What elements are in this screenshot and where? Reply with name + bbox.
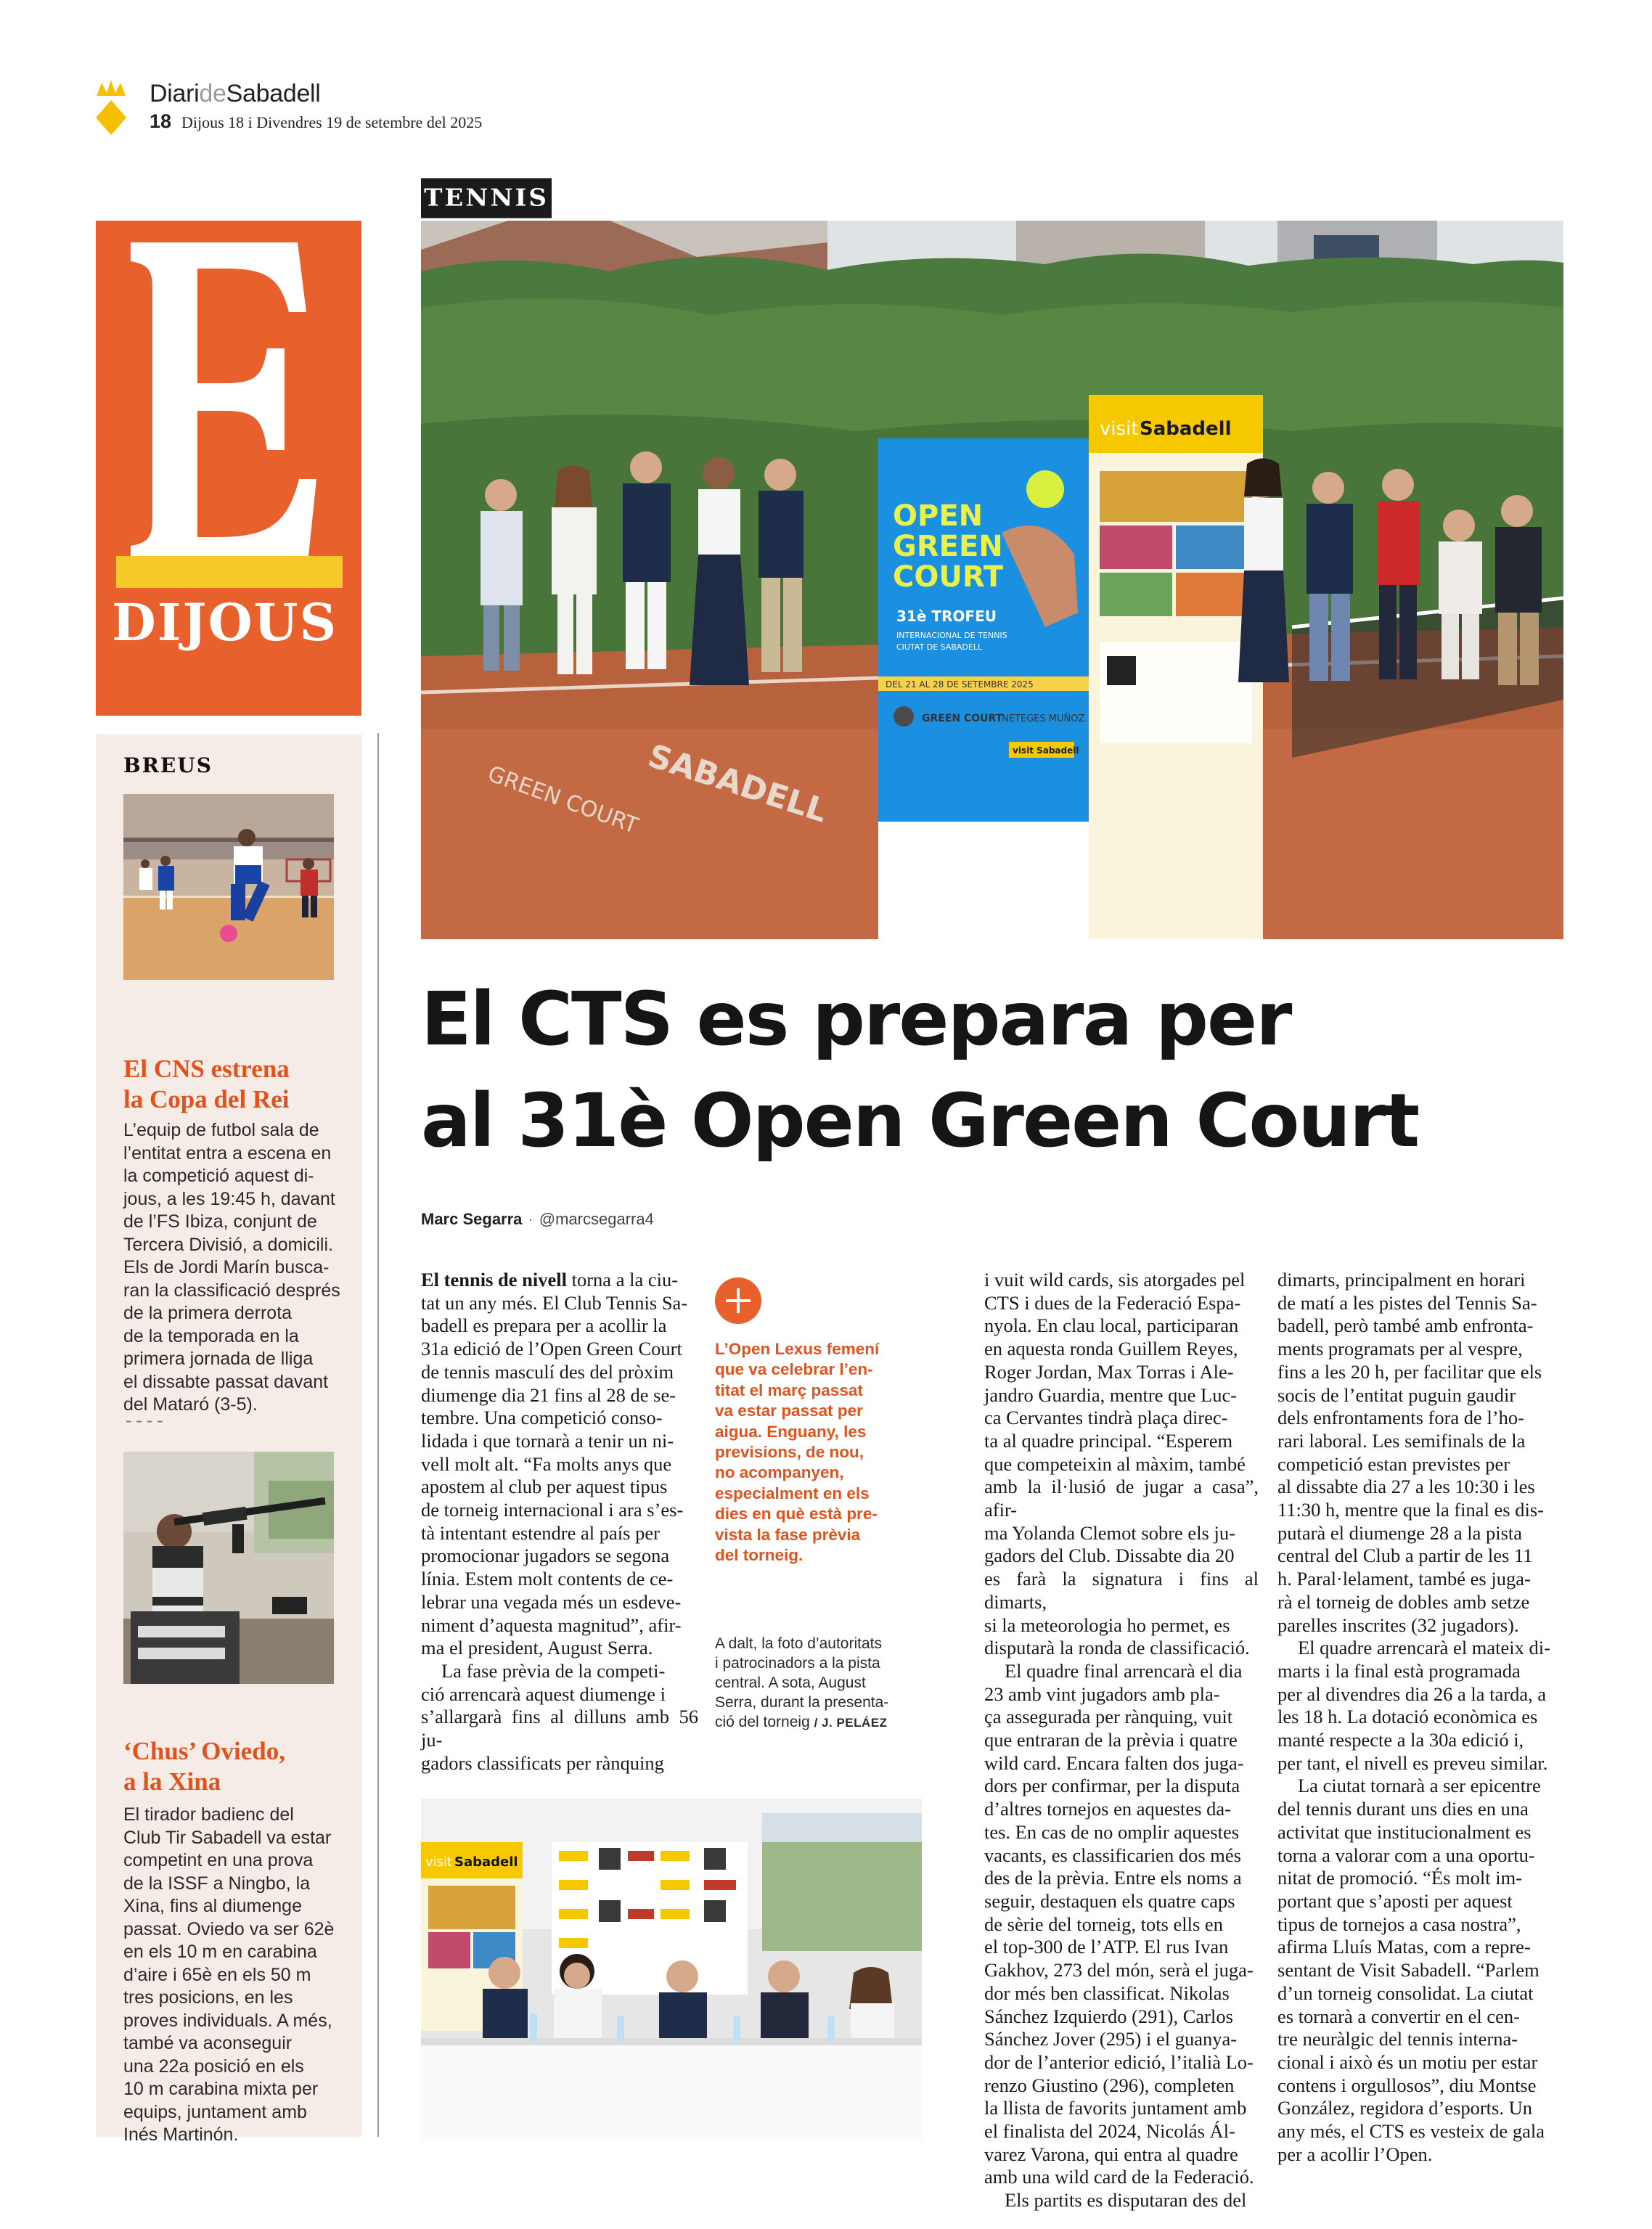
col3-line: que entraran de la prèvia i quatre xyxy=(984,1729,1238,1751)
article-lead: El tennis de nivell xyxy=(421,1269,567,1291)
photo-credit: / J. PELÁEZ xyxy=(814,1716,888,1730)
press-conference-photo[interactable] xyxy=(421,1799,922,2140)
court-text-green-court: GREEN COURT xyxy=(484,761,642,839)
banner-trophy: 31è TROFEU xyxy=(896,608,997,625)
masthead-name-sabadell: Sabadell xyxy=(226,80,321,107)
col3-line: El quadre final arrencarà el dia xyxy=(1005,1659,1243,1682)
col4-line: dels enfrontaments fora de l’ho- xyxy=(1277,1407,1524,1429)
col3-line: jandro Guardia, mentre que Luc- xyxy=(984,1383,1238,1406)
col4-line: socis de l’entitat puguin gaudir xyxy=(1277,1383,1516,1406)
visit-banner-brand-part2: Sabadell xyxy=(1140,418,1232,440)
breus-item-1-line: la competició aquest di- xyxy=(123,1166,314,1186)
col1-para1 xyxy=(421,1269,698,1660)
col3-line: ça assegurada per rànquing, vuit xyxy=(984,1706,1233,1728)
caption-last-line xyxy=(715,1712,922,1733)
col3-line: Roger Jordan, Max Torras i Ale- xyxy=(984,1360,1234,1383)
col3-line: amb una wild card de la Federació. xyxy=(984,2166,1254,2188)
col1-line: badell es prepara per a acollir la xyxy=(421,1314,667,1337)
breus-item-2-line: Xina, fins al diumenge xyxy=(123,1896,302,1916)
col4-line: La ciutat tornarà a ser epicentre xyxy=(1298,1775,1541,1797)
col3-line: ma Yolanda Clemot sobre els ju- xyxy=(984,1521,1235,1544)
banner-title-line2: GREEN xyxy=(893,530,1003,563)
court-text-sabadell: SABADELL xyxy=(643,737,832,830)
caption-line: central. A sota, August xyxy=(715,1674,866,1691)
breus-item-1-line: l’entitat entra a escena en xyxy=(123,1142,332,1163)
col1-line: de torneig internacional i ara s’es- xyxy=(421,1499,684,1521)
breus-item-2-line: una 22a posició en els xyxy=(123,2056,304,2077)
breus-item-2-line: tres posicions, en les xyxy=(123,1987,293,2008)
breus-item-2-line: Club Tir Sabadell va estar xyxy=(123,1827,332,1848)
col3-line: la llista de favorits juntament amb xyxy=(984,2097,1247,2119)
breus-item-2-line: 10 m carabina mixta per xyxy=(123,2079,319,2099)
breus-item-1-line: de la primera derrota xyxy=(123,1303,293,1323)
col4-line: El quadre arrencarà el mateix di- xyxy=(1298,1637,1550,1659)
breus-item-1-line: L’equip de futbol sala de xyxy=(123,1120,319,1140)
col3-line: i vuit wild cards, sis atorgades pel xyxy=(984,1269,1246,1291)
col3-line: dor de l’anterior edició, l’italià Lo- xyxy=(984,2050,1254,2073)
col3-line: ta al quadre principal. “Esperem xyxy=(984,1429,1233,1452)
col1-line: vell molt alt. “Fa molts anys que xyxy=(421,1452,672,1475)
article-headline xyxy=(421,969,1582,1172)
breus-item-1-line: primera jornada de lliga xyxy=(123,1349,314,1369)
col1-line: lidada i que tornarà a tenir un ni- xyxy=(421,1429,674,1452)
col1-line: promocionar jugadors se segona xyxy=(421,1545,670,1567)
section-tag: TENNIS xyxy=(421,178,552,218)
col3-line: d’altres tornejos en aquestes da- xyxy=(984,1798,1231,1820)
col3-line: en aquesta ronda Guillem Reyes, xyxy=(984,1338,1238,1360)
breus-item-2-line: equips, juntament amb xyxy=(123,2101,307,2122)
col1-line: ma el president, August Serra. xyxy=(421,1637,653,1659)
breus-column xyxy=(96,735,361,2145)
col4-line: rari laboral. Les semifinals de la xyxy=(1277,1429,1526,1452)
caption-line: ció del torneig xyxy=(715,1714,810,1730)
col1-line: tembre. Una competició conso- xyxy=(421,1407,663,1429)
col3-line: 23 amb vint jugadors amb pla- xyxy=(984,1682,1220,1705)
breus-item-2-headline xyxy=(123,1736,341,1797)
col4-line: dimarts, principalment en horari xyxy=(1277,1269,1526,1291)
col1-line: niment d’aquesta magnitud”, afir- xyxy=(421,1614,682,1636)
column-divider xyxy=(377,733,379,2137)
breus-item-1-headline-line1: El CNS estrena xyxy=(123,1055,290,1083)
breus-item-1-headline-line2: la Copa del Rei xyxy=(123,1085,290,1113)
banner-subtitle: INTERNACIONAL DE TENNIS xyxy=(896,631,1007,640)
article-column-4 xyxy=(1277,1269,1553,2166)
pull-quote-line: va estar passat per xyxy=(715,1402,863,1420)
col4-line: 11:30 h, mentre que la final es dis- xyxy=(1277,1499,1544,1521)
breus-item-2-body xyxy=(123,1804,341,2147)
col4-line: fins a les 20 h, per facilitar que els xyxy=(1277,1360,1542,1383)
col1-line: tat un any més. El Club Tennis Sa- xyxy=(421,1291,688,1314)
col4-line: per tant, el nivell es preveu similar. xyxy=(1277,1751,1548,1774)
diari-crown-logo-icon xyxy=(94,78,128,136)
open-green-court-banner xyxy=(878,438,1090,939)
breus-item-2-line: proves individuals. A més, xyxy=(123,2010,332,2031)
col4-line: rà el torneig de dobles amb setze xyxy=(1277,1590,1530,1613)
col3-line: nyola. En clau local, participaran xyxy=(984,1314,1239,1337)
col1-line: tà intentant estendre al país per xyxy=(421,1521,660,1544)
day-block-yellow-bar xyxy=(116,556,343,588)
col1-line: s’allargarà fins al dilluns amb 56 ju- xyxy=(421,1706,698,1751)
col3-line: el top-300 de l’ATP. El rus Ivan xyxy=(984,1936,1229,1958)
issue-date: Dijous 18 i Divendres 19 de setembre del 2025 xyxy=(181,113,483,131)
col3-line: wild card. Encara falten dos juga- xyxy=(984,1751,1244,1774)
col4-line: marts i la final està programada xyxy=(1277,1659,1521,1682)
breus-item-1-headline xyxy=(123,1054,341,1115)
col4-line: González, regidora d’esports. Un xyxy=(1277,2097,1532,2119)
col4-line: de matí a les pistes del Tennis Sa- xyxy=(1277,1291,1537,1314)
shooter-photo xyxy=(123,1452,334,1684)
col4-line: any més, el CTS es vesteix de gala xyxy=(1277,2120,1545,2143)
pull-quote-line: previsions, de nou, xyxy=(715,1443,864,1462)
breus-item-1-line: de la temporada en la xyxy=(123,1325,299,1346)
col4-line: les 18 h. La dotació econòmica es xyxy=(1277,1706,1538,1728)
col4-line: es tornarà a convertir en el cen- xyxy=(1277,2005,1521,2027)
col1-line: torna a la ciu- xyxy=(567,1269,679,1291)
col3-line: el finalista del 2024, Nicolás Ál- xyxy=(984,2120,1235,2143)
banner-title-line3: COURT xyxy=(893,560,1004,594)
breus-item-2-headline-line1: ‘Chus’ Oviedo, xyxy=(123,1737,285,1765)
col1-line: lebrar una vegada més un esdeve- xyxy=(421,1590,682,1613)
col4-line: cional i això és un motiu per estar xyxy=(1277,2050,1538,2073)
banner-sponsor-green-court: GREEN COURT xyxy=(922,713,1003,724)
pull-quote-line: que va celebrar l’en- xyxy=(715,1360,873,1379)
col3-line: seguir, destaquen els quatre caps xyxy=(984,1889,1235,1912)
breus-item-1-body xyxy=(123,1119,341,1417)
banner-sponsor-visit: visit Sabadell xyxy=(1013,745,1079,756)
col4-line: tre neuràlgic del tennis interna- xyxy=(1277,2028,1518,2050)
headline-line1: El CTS es prepara per xyxy=(421,976,1291,1063)
col3-line: de sèrie del torneig, tots ells en xyxy=(984,1913,1223,1935)
author-handle[interactable]: @marcsegarra4 xyxy=(539,1210,654,1228)
col3-line: gadors del Club. Dissabte dia 20 xyxy=(984,1545,1235,1567)
col4-line: putarà el diumenge 28 a la pista xyxy=(1277,1521,1523,1544)
breus-item-1-line: de l’FS Ibiza, conjunt de xyxy=(123,1211,317,1232)
col3-line: Gakhov, 273 del món, serà el juga- xyxy=(984,1959,1254,1981)
col4-line: central del Club a partir de les 11 xyxy=(1277,1545,1533,1567)
col3-line: tes. En cas de no omplir aquestes xyxy=(984,1820,1240,1843)
article-column-3 xyxy=(984,1269,1259,2212)
col1-line: apostem al club per aquest tipus xyxy=(421,1476,668,1498)
col3-line: renzo Giustino (296), completen xyxy=(984,2074,1235,2096)
pull-quote-line: vista la fase prèvia xyxy=(715,1525,861,1544)
col4-line: sentant de Visit Sabadell. “Parlem xyxy=(1277,1959,1539,1981)
author-name: Marc Segarra xyxy=(421,1210,523,1228)
col4-line: d’un torneig consolidat. La ciutat xyxy=(1277,1981,1534,2004)
pull-quote-line: especialment en els xyxy=(715,1484,870,1502)
col4-line: badell, però també amb enfronta- xyxy=(1277,1314,1534,1337)
breus-item-1-line: del Mataró (3-5). xyxy=(123,1394,258,1415)
col1-line: 31a edició de l’Open Green Court xyxy=(421,1338,682,1360)
pull-quote-line: del torneig. xyxy=(715,1546,803,1565)
day-block xyxy=(96,221,361,716)
visit-sabadell-banner xyxy=(1089,395,1263,939)
day-label: DIJOUS xyxy=(112,592,338,653)
page-number: 18 xyxy=(150,110,172,132)
col3-line: CTS i dues de la Federació Espa- xyxy=(984,1291,1241,1314)
caption-line: A dalt, la foto d’autoritats xyxy=(715,1635,882,1652)
futsal-photo xyxy=(123,794,334,980)
breus-title: BREUS xyxy=(123,753,213,777)
breus-item-2-line: El tirador badienc del xyxy=(123,1804,294,1825)
col3-line: vacants, es classificarien dos més xyxy=(984,1844,1241,1866)
pull-quote-line: titat el març passat xyxy=(715,1381,863,1399)
col3-line: que competeixin al màxim, també xyxy=(984,1452,1246,1475)
col4-line: competició estan previstes per xyxy=(1277,1452,1510,1475)
breus-item-1-line: Tercera Divisió, a domicili. xyxy=(123,1234,333,1255)
breus-item-1-line: jous, a les 19:45 h, davant xyxy=(123,1188,335,1209)
pull-quote xyxy=(715,1339,915,1566)
breus-item-1-line: ran la classificació després xyxy=(123,1280,340,1301)
headline-line2: al 31è Open Green Court xyxy=(421,1078,1419,1164)
col3-line: amb la il·lusió de jugar a casa”, afir- xyxy=(984,1476,1259,1521)
pull-quote-line: aigua. Enguany, les xyxy=(715,1422,867,1441)
col4-line: del tennis durant uns dies en una xyxy=(1277,1798,1529,1820)
col3-line: des de la prèvia. Entre els noms a xyxy=(984,1867,1242,1889)
col4-line: torna a valorar com a una oportu- xyxy=(1277,1844,1535,1866)
col4-line: contens i orgullosos”, diu Montse xyxy=(1277,2074,1537,2096)
col1-line: gadors classificats per rànquing xyxy=(421,1751,664,1774)
col1-line: de tennis masculí des del pròxim xyxy=(421,1360,674,1383)
col3-line: Sánchez Izquierdo (291), Carlos xyxy=(984,2005,1233,2027)
banner-subtitle2: CIUTAT DE SABADELL xyxy=(896,642,983,652)
col4-line: nitat de promoció. “És molt im- xyxy=(1277,1867,1523,1889)
main-photo[interactable] xyxy=(421,221,1563,939)
col3-line: Sánchez Jover (295) i el guanya- xyxy=(984,2028,1238,2050)
breus-item-2-line: competint en una prova xyxy=(123,1850,314,1870)
col3-line: dor més ben classificat. Nikolas xyxy=(984,1981,1230,2004)
col4-line: al dissabte dia 27 a les 10:30 i les xyxy=(1277,1476,1535,1498)
col4-line: portant que s’aposti per aquest xyxy=(1277,1889,1513,1912)
caption-line: Serra, durant la presenta- xyxy=(715,1694,889,1711)
banner-sponsor-neteges: NETEGES MUÑOZ xyxy=(1002,713,1085,724)
col4-line: manté respecte a la 30a edició i, xyxy=(1277,1729,1524,1751)
breus-item-2-line: de la ISSF a Ningbo, la xyxy=(123,1873,311,1894)
col1-line: diumenge dia 21 fins al 28 de se- xyxy=(421,1383,676,1406)
breus-item-2-line: en els 10 m en carabina xyxy=(123,1942,317,1962)
breus-item-2-line: Inés Martinón. xyxy=(123,2124,239,2145)
col3-line: Els partits es disputaran des del xyxy=(1005,2189,1247,2212)
col4-line: ments programats per al vespre, xyxy=(1277,1338,1523,1360)
col4-line: per a acollir l’Open. xyxy=(1277,2143,1433,2165)
banner-dates: DEL 21 AL 28 DE SETEMBRE 2025 xyxy=(886,679,1034,690)
banner-title-line1: OPEN xyxy=(893,499,984,533)
col3-line: si la meteorologia ho permet, es xyxy=(984,1614,1230,1636)
col1-line: línia. Estem molt contents de ce- xyxy=(421,1568,674,1590)
second-photo-brand-part2: Sabadell xyxy=(454,1854,518,1870)
masthead-title[interactable] xyxy=(150,80,321,108)
col3-line: disputarà la ronda de classificació. xyxy=(984,1637,1250,1659)
col1-line: La fase prèvia de la competi- xyxy=(441,1659,666,1682)
breus-item-1-line: Els de Jordi Marín busca- xyxy=(123,1257,330,1277)
col4-line: afirma Lluís Matas, com a repre- xyxy=(1277,1936,1531,1958)
breus-item-2-line: d’aire i 65è en els 50 m xyxy=(123,1964,311,1985)
col3-line: varez Varona, qui entra al quadre xyxy=(984,2143,1238,2165)
col1-line: ció arrencarà aquest diumenge i xyxy=(421,1682,666,1705)
masthead-name-diari: Diari xyxy=(150,80,200,107)
masthead-name-de: de xyxy=(199,80,226,107)
col4-line: parelles inscrites (32 jugadors). xyxy=(1277,1614,1519,1636)
col3-line: ca Cervantes tindrà plaça direc- xyxy=(984,1407,1228,1429)
photo-caption xyxy=(715,1634,922,1733)
caption-line: i patrocinadors a la pista xyxy=(715,1655,880,1672)
visit-banner-brand-part1: visit xyxy=(1100,418,1139,440)
breus-item-2-line: també va aconseguir xyxy=(123,2033,293,2053)
pull-quote-line: no acompanyen, xyxy=(715,1463,844,1482)
col4-line: h. Paral·lelament, també es juga- xyxy=(1277,1568,1531,1590)
breus-item-1-line: el dissabte passat davant xyxy=(123,1371,329,1392)
plus-icon xyxy=(715,1277,761,1324)
byline-separator: · xyxy=(528,1210,533,1228)
breus-separator: ---- xyxy=(123,1412,165,1432)
byline xyxy=(421,1210,654,1229)
article-column-1 xyxy=(421,1269,698,1775)
breus-item-2-headline-line2: a la Xina xyxy=(123,1767,221,1796)
col3-line: dors per confirmar, per la disputa xyxy=(984,1775,1240,1797)
col4-line: tipus de tornejos a casa nostra”, xyxy=(1277,1913,1521,1935)
col4-line: activitat que institucionalment es xyxy=(1277,1820,1532,1843)
second-photo-brand-part1: visit xyxy=(425,1854,453,1870)
breus-item-2-line: passat. Oviedo va ser 62è xyxy=(123,1918,335,1939)
pull-quote-line: L’Open Lexus femení xyxy=(715,1340,880,1358)
col4-line: per al divendres dia 26 a la tarda, a xyxy=(1277,1682,1547,1705)
col3-line: es farà la signatura i fins al dimarts, xyxy=(984,1568,1259,1613)
pull-quote-line: dies en què està pre- xyxy=(715,1505,878,1524)
